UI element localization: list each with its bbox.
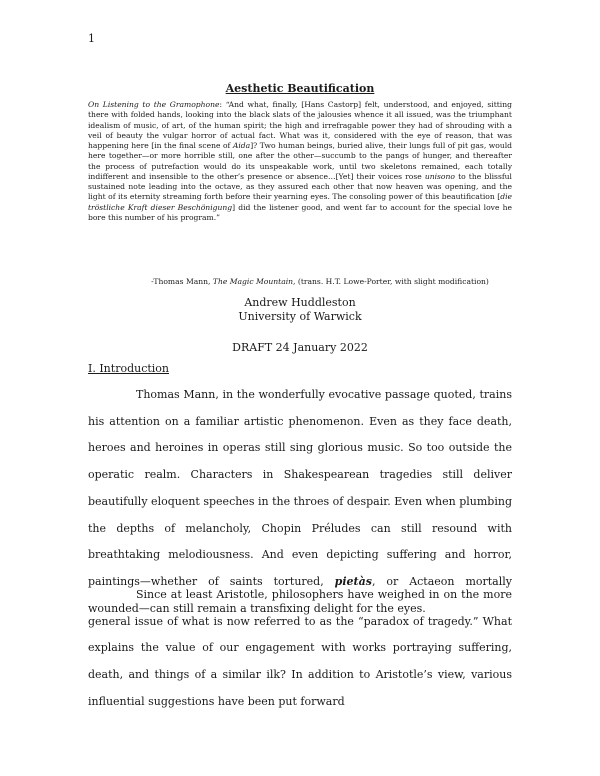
epigraph-german: die tröstliche Kraft dieser Beschönigung: [88, 192, 512, 212]
epigraph-text-2: ]? Two human beings, buried alive, their lungs full of pit gas, would here together—or more horrible still, one after the other—succumb to the pangs of hunger, and thereafter the process of putrefaction would do its unspeakable work, until two skeletons remained, each totally indifferent and insensible to the other’s presence or absence…[Yet] their voices rose: [88, 141, 513, 181]
attribution-suffix: , (trans. H.T. Lowe-Porter, with slight modification): [293, 277, 489, 286]
author-affiliation: University of Warwick: [238, 310, 362, 323]
section-heading: I. Introduction: [88, 362, 170, 375]
author-name: Andrew Huddleston: [244, 296, 356, 309]
epigraph-text-3: to the blissful sustained note leading into the octave, as they assured each other that now heaven was opening, and the light of its eternity streaming forth before their yearning eyes. The consoling power of this beautification [: [88, 171, 512, 202]
epigraph: [88, 100, 512, 223]
attribution-prefix: -Thomas Mann,: [151, 277, 213, 286]
body-paragraph-2: Since at least Aristotle, philosophers have weighed in on the more general issue of what is now referred to as the “paradox of tragedy.” What explains the value of our engagement with works portraying suffering, death, and things of a similar ilk? In addition to Aristotle’s view, various influential suggestions have been put forward: [88, 588, 512, 708]
epigraph-lead: On Listening to the Gramophone: [88, 100, 220, 109]
page-number: 1: [88, 32, 95, 45]
paragraph-1-end: , or Actaeon mortally wounded—can still remain a transfixing delight for the eyes.: [88, 574, 512, 615]
draft-date: DRAFT 24 January 2022: [232, 341, 368, 354]
epigraph-aida: Aida: [232, 141, 251, 150]
paragraph-1-text: Thomas Mann, in the wonderfully evocative passage quoted, trains his attention on a familiar artistic phenomenon. Even as they face death, heroes and heroines in operas still sing glorious music. So too outside the operatic realm. Characters in Shakespearean tragedies still deliver beautifully eloquent speeches in the throes of despair. Even when plumbing the depths of melancholy, Chopin Préludes can still resound with breathtaking melodiousness. And even depicting suffering and horror, paintings—whether of saints tortured,: [88, 388, 512, 588]
author-block: [0, 296, 600, 324]
epigraph-unisono: unisono: [424, 171, 455, 181]
epigraph-attribution: [110, 277, 530, 287]
paper-title: Aesthetic Beautification: [225, 82, 375, 95]
epigraph-text-1: : “And what, finally, [Hans Castorp] felt, understood, and enjoyed, sitting there with folded hands, looking into the black slats of the jalousies whence it all issued, was the triumphant idealism of music, of art, of the human spirit; the high and irrefragable power they had of shrouding with a veil of beauty the vulgar horror of actual fact. What was it, considered with the eye of reason, that was happening here [in the final scene of: [88, 100, 512, 150]
attribution-book: The Magic Mountain: [212, 277, 294, 286]
epigraph-text-4: ] did the listener good, and went far to account for the special love he bore this number of his program.”: [88, 202, 512, 222]
paragraph-1-italic: pietàs: [334, 574, 372, 588]
